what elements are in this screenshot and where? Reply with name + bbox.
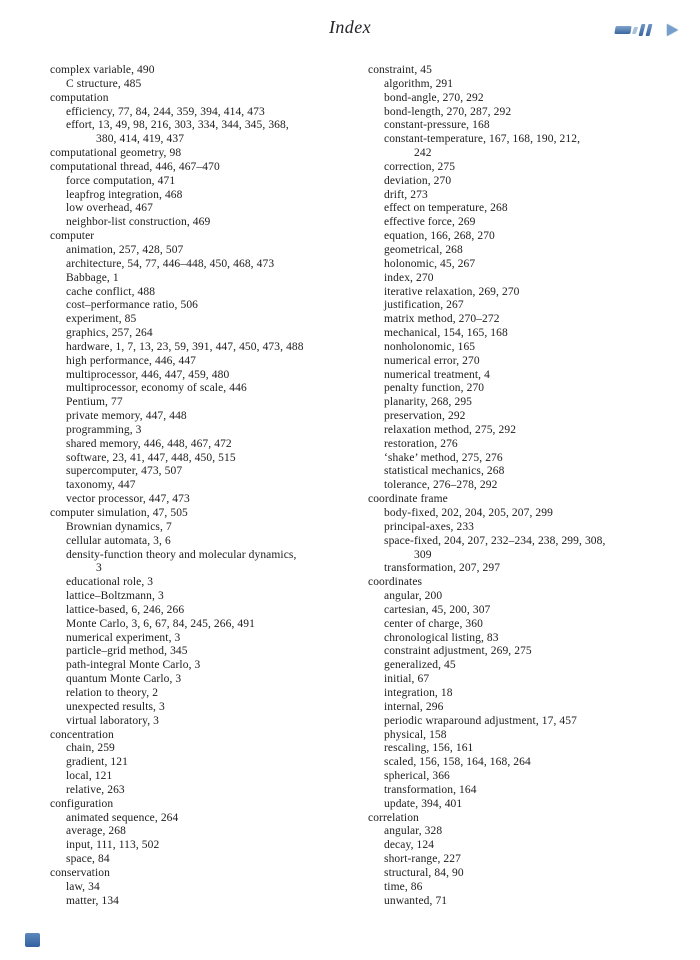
index-subentry: low overhead, 467: [66, 202, 153, 215]
index-subentry: matter, 134: [66, 894, 120, 907]
index-subentry: law, 34: [66, 880, 100, 893]
index-subentry: preservation, 292: [384, 410, 466, 423]
index-subentry: update, 394, 401: [384, 797, 463, 810]
index-subentry: effective force, 269: [384, 216, 476, 229]
index-subentry: chronological listing, 83: [384, 631, 499, 644]
index-entry: concentration: [50, 728, 114, 741]
index-subentry: relaxation method, 275, 292: [384, 423, 517, 436]
index-subentry: integration, 18: [384, 686, 453, 699]
index-subentry: numerical treatment, 4: [384, 368, 490, 381]
index-subentry: shared memory, 446, 448, 467, 472: [66, 437, 232, 450]
index-subentry: geometrical, 268: [384, 243, 463, 256]
index-subentry: short-range, 227: [384, 853, 461, 866]
index-subentry: space, 84: [66, 853, 110, 866]
index-entry: computational thread, 446, 467–470: [50, 160, 220, 173]
index-subentry: vector processor, 447, 473: [66, 493, 190, 506]
index-subentry: private memory, 447, 448: [66, 410, 187, 423]
index-subentry: algorithm, 291: [384, 77, 454, 90]
index-subentry: input, 111, 113, 502: [66, 839, 160, 852]
index-subentry: efficiency, 77, 84, 244, 359, 394, 414, 473: [66, 105, 265, 118]
index-subentry: planarity, 268, 295: [384, 396, 473, 409]
index-subentry: internal, 296: [384, 700, 444, 713]
index-entry-continuation: 380, 414, 419, 437: [96, 133, 185, 146]
index-subentry: animation, 257, 428, 507: [66, 243, 184, 256]
index-subentry: relation to theory, 2: [66, 686, 159, 699]
index-subentry: graphics, 257, 264: [66, 327, 153, 340]
index-subentry: ‘shake’ method, 275, 276: [384, 451, 503, 464]
index-subentry: local, 121: [66, 770, 113, 783]
index-subentry: periodic wraparound adjustment, 17, 457: [384, 714, 577, 727]
index-entry: computation: [50, 91, 109, 104]
index-subentry: penalty function, 270: [384, 382, 485, 395]
index-column-left: [50, 64, 372, 908]
index-subentry: leapfrog integration, 468: [66, 188, 183, 201]
index-subentry: index, 270: [384, 271, 434, 284]
index-subentry: relative, 263: [66, 783, 125, 796]
index-subentry: chain, 259: [66, 742, 115, 755]
index-entry: coordinates: [368, 576, 423, 589]
index-subentry: angular, 328: [384, 825, 443, 838]
index-subentry: multiprocessor, economy of scale, 446: [66, 382, 247, 395]
index-subentry: spherical, 366: [384, 770, 450, 783]
index-subentry: principal-axes, 233: [384, 520, 475, 533]
index-subentry: constraint adjustment, 269, 275: [384, 645, 532, 658]
index-subentry: generalized, 45: [384, 659, 456, 672]
index-subentry: programming, 3: [66, 423, 142, 436]
index-subentry: particle–grid method, 345: [66, 645, 188, 658]
index-entry: configuration: [50, 797, 114, 810]
index-subentry: deviation, 270: [384, 174, 452, 187]
index-subentry: numerical experiment, 3: [66, 631, 181, 644]
index-entry-continuation: 242: [414, 147, 432, 160]
index-subentry: initial, 67: [384, 673, 430, 686]
index-subentry: path-integral Monte Carlo, 3: [66, 659, 201, 672]
index-subentry: multiprocessor, 446, 447, 459, 480: [66, 368, 230, 381]
index-subentry: statistical mechanics, 268: [384, 465, 505, 478]
index-subentry: taxonomy, 447: [66, 479, 136, 492]
index-subentry: average, 268: [66, 825, 126, 838]
index-subentry: cartesian, 45, 200, 307: [384, 603, 491, 616]
index-subentry: Brownian dynamics, 7: [66, 520, 172, 533]
index-subentry: constant-pressure, 168: [384, 119, 490, 132]
index-subentry: Pentium, 77: [66, 396, 123, 409]
index-entry: computer simulation, 47, 505: [50, 507, 188, 519]
index-subentry: space-fixed, 204, 207, 232–234, 238, 299, 308,: [384, 534, 606, 547]
index-subentry: transformation, 164: [384, 783, 477, 796]
index-subentry: equation, 166, 268, 270: [384, 230, 495, 243]
index-subentry: effect on temperature, 268: [384, 202, 508, 215]
tick-icon: [632, 27, 638, 34]
index-subentry: restoration, 276: [384, 437, 458, 450]
index-subentry: holonomic, 45, 267: [384, 257, 476, 270]
viewer-toolbar: [615, 23, 678, 37]
index-subentry: mechanical, 154, 165, 168: [384, 327, 508, 340]
play-icon[interactable]: [667, 24, 678, 36]
index-subentry: C structure, 485: [66, 77, 142, 90]
index-entry: complex variable, 490: [50, 64, 155, 76]
index-subentry: time, 86: [384, 880, 423, 893]
stop-icon[interactable]: [614, 26, 631, 34]
index-subentry: software, 23, 41, 447, 448, 450, 515: [66, 451, 236, 464]
index-subentry: lattice–Boltzmann, 3: [66, 590, 164, 603]
index-subentry: Babbage, 1: [66, 271, 119, 284]
index-subentry: supercomputer, 473, 507: [66, 465, 183, 478]
index-entry: coordinate frame: [368, 493, 448, 506]
index-entry: computer: [50, 230, 95, 243]
index-subentry: tolerance, 276–278, 292: [384, 479, 498, 492]
index-entry: conservation: [50, 866, 110, 879]
index-subentry: virtual laboratory, 3: [66, 714, 160, 727]
index-subentry: structural, 84, 90: [384, 866, 464, 879]
index-subentry: animated sequence, 264: [66, 811, 179, 824]
index-column-right: [368, 64, 690, 908]
index-subentry: nonholonomic, 165: [384, 340, 476, 353]
index-subentry: educational role, 3: [66, 576, 154, 589]
index-subentry: quantum Monte Carlo, 3: [66, 673, 182, 686]
index-subentry: high performance, 446, 447: [66, 354, 197, 367]
index-subentry: architecture, 54, 77, 446–448, 450, 468, 473: [66, 257, 275, 270]
index-subentry: correction, 275: [384, 160, 456, 173]
index-subentry: effort, 13, 49, 98, 216, 303, 334, 344, 345, 368,: [66, 119, 289, 132]
index-subentry: drift, 273: [384, 188, 428, 201]
index-subentry: gradient, 121: [66, 756, 128, 769]
index-subentry: angular, 200: [384, 590, 443, 603]
index-subentry: body-fixed, 202, 204, 205, 207, 299: [384, 507, 553, 519]
index-subentry: neighbor-list construction, 469: [66, 216, 211, 229]
index-subentry: scaled, 156, 158, 164, 168, 264: [384, 756, 531, 769]
index-subentry: unwanted, 71: [384, 894, 448, 907]
page-title: Index: [329, 17, 371, 37]
index-subentry: decay, 124: [384, 839, 435, 852]
index-subentry: bond-angle, 270, 292: [384, 91, 484, 104]
index-subentry: density-function theory and molecular dynamics,: [66, 548, 297, 561]
index-subentry: rescaling, 156, 161: [384, 742, 474, 755]
index-subentry: matrix method, 270–272: [384, 313, 500, 326]
index-subentry: experiment, 85: [66, 313, 137, 326]
index-subentry: transformation, 207, 297: [384, 562, 501, 575]
index-subentry: Monte Carlo, 3, 6, 67, 84, 245, 266, 491: [66, 617, 255, 630]
index-subentry: physical, 158: [384, 728, 447, 741]
index-subentry: constant-temperature, 167, 168, 190, 212,: [384, 133, 581, 146]
index-subentry: lattice-based, 6, 246, 266: [66, 603, 185, 616]
index-subentry: force computation, 471: [66, 174, 176, 187]
index-entry: computational geometry, 98: [50, 147, 182, 160]
index-subentry: justification, 267: [384, 299, 464, 312]
index-subentry: hardware, 1, 7, 13, 23, 59, 391, 447, 450, 473, 488: [66, 340, 304, 353]
corner-nav-icon[interactable]: [25, 933, 40, 947]
index-entry: constraint, 45: [368, 64, 432, 76]
index-entry-continuation: 3: [96, 562, 102, 575]
index-subentry: center of charge, 360: [384, 617, 483, 630]
index-subentry: unexpected results, 3: [66, 700, 165, 713]
index-subentry: bond-length, 270, 287, 292: [384, 105, 512, 118]
index-subentry: cache conflict, 488: [66, 285, 156, 298]
index-entry-continuation: 309: [414, 548, 432, 561]
index-subentry: cost–performance ratio, 506: [66, 299, 199, 312]
index-entry: correlation: [368, 811, 419, 824]
index-subentry: iterative relaxation, 269, 270: [384, 285, 520, 298]
index-subentry: cellular automata, 3, 6: [66, 534, 171, 547]
pause-icon[interactable]: [640, 24, 651, 36]
index-subentry: numerical error, 270: [384, 354, 480, 367]
